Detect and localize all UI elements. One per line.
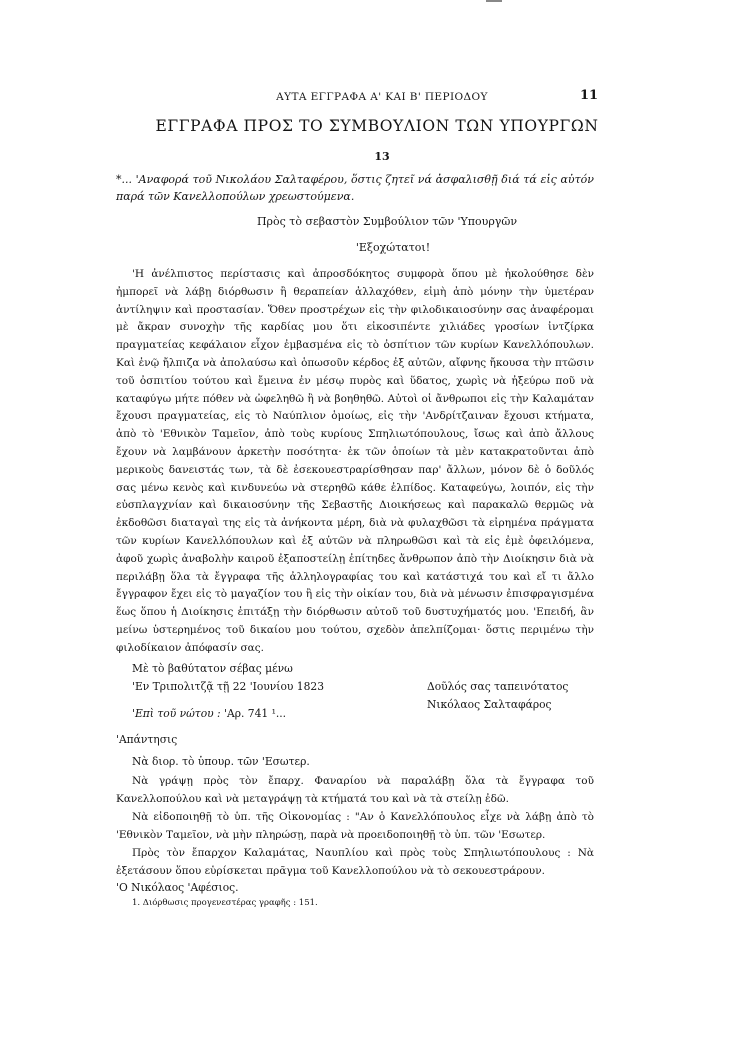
verso-reference: 'Αρ. 741 ¹... <box>224 707 287 720</box>
running-head: ΑΥΤΑ ΕΓΓΡΑΦΑ Α' ΚΑΙ Β' ΠΕΡΙΟΔΟΥ <box>276 91 488 103</box>
document-number: 13 <box>374 150 390 163</box>
reply-heading: 'Απάντησις <box>116 733 178 746</box>
closing-formula: Μὲ τὸ βαθύτατον σέβας μένω <box>132 662 293 675</box>
document-summary: *... 'Αναφορά τοῦ Νικολάου Σαλταφέρου, ὅστις ζητεῖ νά ἀσφαλισθῇ διά τά εἰς αὐτόν παρά τῶν Κανελλοπούλων χρεωστούμενα. <box>116 173 594 203</box>
signoff-line: Δοῦλός σας ταπεινότατος <box>427 680 569 693</box>
reply-instruction-1: Νὰ διορ. τὸ ὑπουρ. τῶν 'Εσωτερ. <box>132 755 310 768</box>
reply-signer: 'Ο Νικόλαος 'Αφέσιος. <box>116 881 239 894</box>
verso-note <box>132 707 286 720</box>
verso-label: 'Επὶ τοῦ νώτου : <box>132 707 221 720</box>
reply-instruction-3: Νὰ εἰδοποιηθῇ τὸ ὑπ. τῆς Οἰκονομίας : "Αν ὁ Κανελλόπουλος εἶχε νὰ λάβῃ ἀπὸ τὸ 'Εθνικὸν Ταμεῖον, νὰ μὴν πληρώσῃ, παρὰ νὰ προειδοποιηθῇ τὸ ὑπ. τῶν 'Εσωτερ. <box>116 811 594 841</box>
page-number: 11 <box>580 88 599 103</box>
letter-body: 'Η ἀνέλπιστος περίστασις καὶ ἀπροσδόκητος συμφορὰ ὅπου μὲ ἠκολούθησε δὲν ἠμπορεῖ νὰ λάβῃ διόρθωσιν ἢ θεραπείαν ἀλλαχόθεν, εἰμὴ ἀπὸ μόνην τὴν ὑμετέραν ἀντίληψιν καὶ προστασίαν. Ὅθεν προστρέχων εἰς τὴν φιλοδικαιοσύνην σας ἀναφέρομαι μὲ ἄκραν συνοχὴν τῆς καρδίας μου ὅτι εἰκοσιπέντε χιλιάδες γροσίων ἰντζίρκα πραγματείας κεφάλαιον εἶχον ἐμβασμένα εἰς τὸ ὀσπίτιον τῶν κυρίων Κανελλόπουλων. Καὶ ἐνῷ ἤλπιζα νὰ ἀπολαύσω καὶ ὁπωσοῦν κέρδος ἐξ αὐτῶν, αἴφνης ἤκουσα τὴν πτῶσιν τοῦ ὀσπιτίου τούτου καὶ ἔμεινα ἐν μέσῳ πυρὸς καὶ ὕδατος, χωρὶς νὰ ἠξεύρω ποῦ νὰ καταφύγω μήτε πόθεν νὰ ὠφεληθῶ ἢ νὰ βοηθηθῶ. Αὐτοὶ οἱ ἄνθρωποι εἰς τὴν Καλαμάταν ἔχουσι πραγματείας, εἰς τὸ Ναύπλιον ὁμοίως, εἰς τὴν 'Ανδρίτζαιναν ἔχουσι κτήματα, ἀπὸ τὸ 'Εθνικὸν Ταμεῖον, ἀπὸ τοὺς κυρίους Σπηλιωτόπουλους, ἴσως καὶ ἀπὸ ἄλλους ἔχουν νὰ λαμβάνουν ἀρκετὴν ποσότητα· ἐκ τῶν ὁποίων τὰ μὲν κατακρατοῦνται ἀπὸ μερικοὺς δανειστάς των, τὰ δὲ ἐσεκουεστραρίσθησαν παρ' ἄλλων, μόνον δὲ ὁ δοῦλός σας μένω κενὸς καὶ κινδυνεύω νὰ στερηθῶ κάθε ἐλπίδος. Καταφεύγω, λοιπόν, εἰς τὴν εὐσπλαγχνίαν καὶ δικαιοσύνην τῆς Σεβαστῆς Διοικήσεως καὶ παρακαλῶ θερμῶς νὰ ἐκδοθῶσι διαταγαὶ της εἰς τὰ ἀνήκοντα μέρη, διὰ νὰ φυλαχθῶσι τὰ εἰρημένα πράγματα τῶν κυρίων Κανελλόπουλων καὶ ἐξ αὐτῶν νὰ πληρωθῶσι καὶ τὰ εἰς ἐμὲ ὀφειλόμενα, ἀφοῦ χωρὶς ἀναβολὴν καιροῦ ἐξαποστείλῃ ἐπίτηδες ἄνθρωπον ἀπὸ τὴν Διοίκησιν διὰ νὰ περιλάβῃ ὅλα τὰ ἔγγραφα τῆς ἀλληλογραφίας του καὶ κατάστιχά του καὶ εἴ τι ἄλλο ἔγγραφον ἔχει εἰς τὸ μαγαζίον του ἢ εἰς τὴν οἰκίαν του, διὰ νὰ μένωσιν ἐπισφραγισμένα ἕως ὅπου ἡ Διοίκησις ἐπιτάξῃ τὴν διόρθωσιν αὐτοῦ τοῦ δυστυχήματός μου. 'Επειδή, ἂν μείνω ὑστερημένος τοῦ δικαίου μου τούτου, σχεδὸν ἀπελπίζομαι· ὅστις περιμένω τὴν φιλοδίκαιον ἀπόφασίν σας. <box>116 268 594 654</box>
date-line: 'Εν Τριπολιτζᾷ τῇ 22 'Ιουνίου 1823 <box>132 680 324 693</box>
reply-instruction-2: Νὰ γράψῃ πρὸς τὸν ἔπαρχ. Φαναρίου νὰ παραλάβῃ ὅλα τὰ ἔγγραφα τοῦ Κανελλοπούλου καὶ νὰ μεταγράψῃ τὰ κτήματά του καὶ νὰ τὰ στείλῃ ἐδῶ. <box>116 775 594 805</box>
reply-instruction-4: Πρὸς τὸν ἔπαρχον Καλαμάτας, Ναυπλίου καὶ πρὸς τοὺς Σπηλιωτόπουλους : Νὰ ἐξετάσουν ὅπου εὑρίσκεται πρᾶγμα τοῦ Κανελλοπούλου νὰ τὸ σεκουεστράρουν. <box>116 847 594 877</box>
salutation: 'Εξοχώτατοι! <box>355 241 431 254</box>
scan-mark <box>486 0 502 2</box>
section-title: ΕΓΓΡΑΦΑ ΠΡΟΣ ΤΟ ΣΥΜΒΟΥΛΙΟΝ ΤΩΝ ΥΠΟΥΡΓΩΝ <box>155 117 599 135</box>
addressee: Πρὸς τὸ σεβαστὸν Συμβούλιον τῶν 'Υπουργῶν <box>256 215 518 228</box>
footnote: 1. Διόρθωσις προγενεστέρας γραφῆς : 151. <box>132 898 318 908</box>
signature-name: Νικόλαος Σαλταφάρος <box>427 698 552 711</box>
